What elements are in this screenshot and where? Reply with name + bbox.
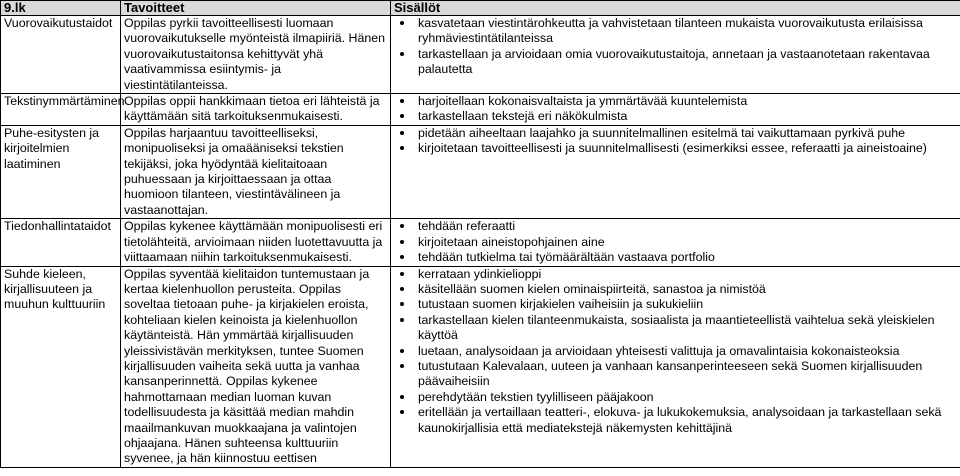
list-item: kerrataan ydinkielioppi: [391, 267, 957, 282]
list-item: perehdytään tekstien tyylilliseen pääjakoon: [391, 390, 957, 405]
goal-text: Oppilas syventää kielitaidon tuntemustaan ja kertaa kielenhuollon perusteita. Oppilas soveltaa tietoaan puhe- ja kirjakielen eroista, kohteliaan kielen keinoista ja kielenhuollon käytänteistä. Hän ymmärtää kirjallisuuden yleissivistävän merkityksen, tuntee Suomen kirjallisuuden vaiheita sekä uutta ja vanhaa kansanperinnettä. Oppilas kykenee hahmottamaan median luoman kuvan todellisuudesta ja käsittää median mahdin maailmankuvan muokkaajana ja valintojen ohjaajana. Hänen suhteensa kulttuuriin syvenee, ja hän kiinnostuu eettisen: [121, 266, 391, 467]
header-row: [1, 1, 960, 16]
contents-list: [391, 267, 957, 436]
header-grade: 9.lk: [1, 1, 121, 16]
list-item: tutustaan suomen kirjakielen vaiheisiin ja sukukieliin: [391, 297, 957, 312]
goal-text: Oppilas kykenee käyttämään monipuolisesti eri tietolähteitä, arvioimaan niiden luotettavuutta ja viittaamaan niihin tarkoituksenmukaisesti.: [121, 219, 391, 266]
list-item: tehdään referaatti: [391, 219, 957, 234]
table-row: [1, 94, 960, 126]
list-item: harjoitellaan kokonaisvaltaista ja ymmärtävää kuuntelemista: [391, 94, 957, 109]
contents-cell: [391, 125, 960, 218]
list-item: tarkastellaan tekstejä eri näkökulmista: [391, 109, 957, 124]
list-item: pidetään aiheeltaan laajahko ja suunnitelmallinen esitelmä tai vaikuttamaan pyrkivä puhe: [391, 126, 957, 141]
list-item: kasvatetaan viestintärohkeutta ja vahvistetaan tilanteen mukaista vuorovaikutusta erilaisissa ryhmäviestintätilanteissa: [391, 16, 957, 47]
contents-list: [391, 94, 957, 125]
list-item: luetaan, analysoidaan ja arvioidaan yhteisesti valittuja ja omavalintaisia kokonaisteoksia: [391, 344, 957, 359]
list-item: käsitellään suomen kielen ominaispiirteitä, sanastoa ja nimistöä: [391, 282, 957, 297]
list-item: tehdään tutkielma tai työmäärältään vastaava portfolio: [391, 250, 957, 265]
header-contents: Sisällöt: [391, 1, 960, 16]
contents-cell: [391, 94, 960, 126]
table-row: [1, 16, 960, 94]
list-item: kirjoitetaan tavoitteellisesti ja suunnitelmallisesti (esimerkiksi essee, referaatti ja aineistoaine): [391, 141, 957, 156]
table-row: [1, 219, 960, 266]
list-item: eritellään ja vertaillaan teatteri-, elokuva- ja lukukokemuksia, analysoidaan ja tarkastellaan sekä kaunokirjallisia että mediatekstejä näkemysten kehittäjinä: [391, 405, 957, 436]
goal-text: Oppilas oppii hankkimaan tietoa eri lähteistä ja käyttämään sitä tarkoituksenmukaisesti.: [121, 94, 391, 126]
list-item: tarkastellaan kielen tilanteenmukaista, sosiaalista ja maantieteellistä vaihtelua sekä yleiskielen käyttöä: [391, 313, 957, 344]
skill-area-name: Suhde kieleen, kirjallisuuteen ja muuhun kulttuuriin: [1, 266, 121, 467]
skill-area-name: Vuorovaikutustaidot: [1, 16, 121, 94]
contents-cell: [391, 266, 960, 467]
list-item: kirjoitetaan aineistopohjainen aine: [391, 235, 957, 250]
table-row: [1, 125, 960, 218]
skill-area-name: Tekstinymmärtäminen: [1, 94, 121, 126]
skill-area-name: Puhe-esitysten ja kirjoitelmien laatiminen: [1, 125, 121, 218]
list-item: tutustutaan Kalevalaan, uuteen ja vanhaan kansanperinteeseen sekä Suomen kirjallisuuden päävaiheisiin: [391, 359, 957, 390]
contents-list: [391, 16, 957, 78]
contents-cell: [391, 219, 960, 266]
list-item: tarkastellaan ja arvioidaan omia vuorovaikutustaitoja, annetaan ja vastaanotetaan rakentavaa palautetta: [391, 47, 957, 78]
skill-area-name: Tiedonhallintataidot: [1, 219, 121, 266]
contents-cell: [391, 16, 960, 94]
contents-list: [391, 126, 957, 157]
goal-text: Oppilas pyrkii tavoitteellisesti luomaan vuorovaikutukselle myönteistä ilmapiiriä. Hänen vuorovaikutustaitonsa kehittyvät yhä vaativammissa esiintymis- ja viestintätilanteissa.: [121, 16, 391, 94]
contents-list: [391, 219, 957, 265]
goal-text: Oppilas harjaantuu tavoitteelliseksi, monipuoliseksi ja omaääniseksi tekstien tekijäksi, joka hyödyntää kielitaitoaan puhuessaan ja kirjoittaessaan ja ottaa huomioon tilanteen, viestintävälineen ja vastaanottajan.: [121, 125, 391, 218]
header-goals: Tavoitteet: [121, 1, 391, 16]
table-row: [1, 266, 960, 467]
